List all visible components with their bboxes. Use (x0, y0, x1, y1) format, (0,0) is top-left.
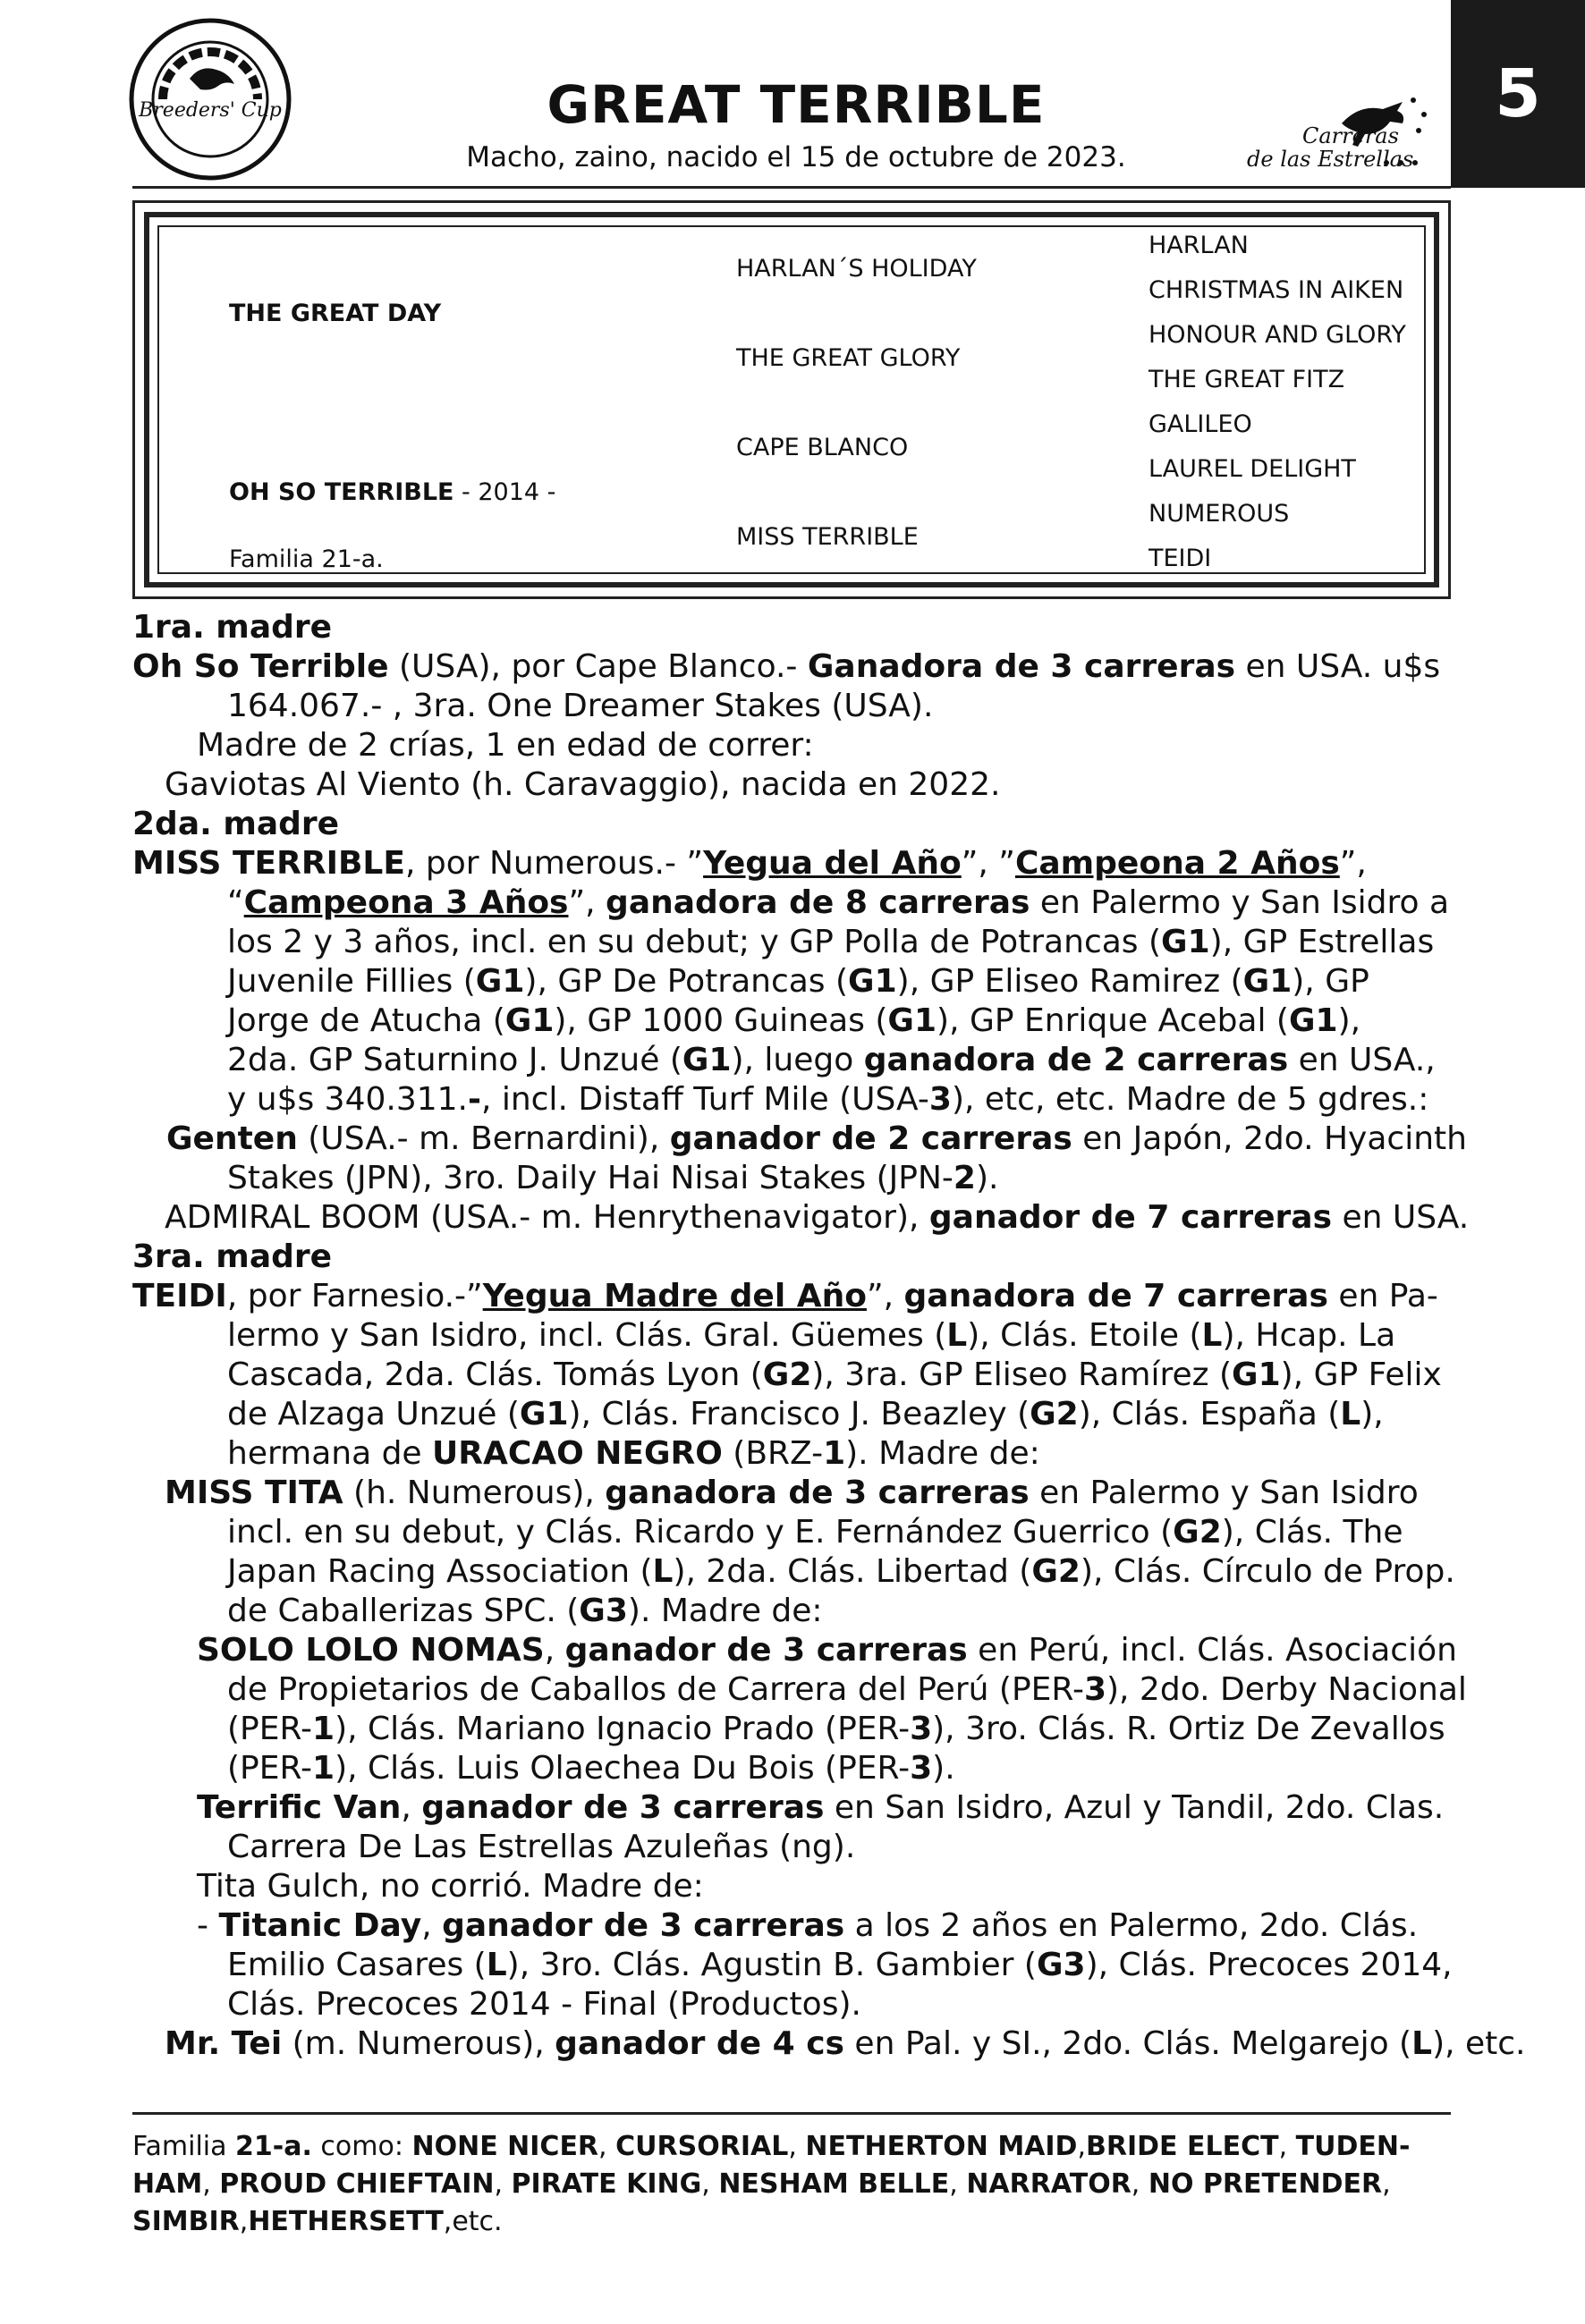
breeders-cup-nominated-logo (127, 16, 293, 182)
emphasis-run: L (652, 1553, 674, 1590)
emphasis-run: L (1201, 1317, 1223, 1354)
text-run: en Japón, 2do. Hyacinth (1072, 1120, 1467, 1157)
text-run: a los 2 años en Palermo, 2do. Clás. (844, 1907, 1419, 1944)
emphasis-run: 3 (910, 1711, 933, 1747)
emphasis-run: ganador de 7 carreras (928, 1199, 1332, 1236)
emphasis-run: Genten (166, 1120, 298, 1157)
emphasis-run: ganador de 3 carreras (442, 1907, 845, 1944)
text-run: lermo y San Isidro, incl. Clás. Gral. Güemes ( (227, 1317, 947, 1354)
horse-subtitle: Macho, zaino, nacido el 15 de octubre de 2023. (466, 141, 1126, 173)
text-run: , por Numerous.- ” (404, 845, 704, 882)
emphasis-run: 2 (953, 1160, 976, 1196)
emphasis-run: G2 (1031, 1553, 1081, 1590)
text-run: 164.067.- , 3ra. One Dreamer Stakes (USA). (227, 688, 934, 724)
text-run: de Alzaga Unzué ( (227, 1396, 520, 1432)
emphasis-run: G1 (475, 963, 525, 1000)
pedigree-gen2: HARLAN´S HOLIDAY (736, 255, 977, 283)
text-run: Juvenile Fillies ( (227, 963, 476, 1000)
text-run: (USA.- m. Bernardini), (297, 1120, 670, 1157)
text-line (132, 765, 1456, 805)
section-heading-second-dam: 2da. madre (132, 806, 340, 842)
emphasis-run: G1 (1161, 924, 1210, 960)
text-run: ), 3ro. Clás. R. Ortiz De Zevallos (932, 1711, 1445, 1747)
text-run: en San Isidro, Azul y Tandil, 2do. Clas. (824, 1789, 1445, 1826)
text-run: , por Farnesio.-” (226, 1278, 483, 1314)
text-run: Jorge de Atucha ( (227, 1002, 505, 1039)
text-run: en Pal. y SI., 2do. Clás. Melgarejo ( (843, 2025, 1412, 2062)
text-line (132, 1631, 1456, 1670)
pedigree-family: Familia 21-a. (229, 545, 384, 573)
text-line (132, 1552, 1456, 1592)
text-run: - (197, 1907, 219, 1944)
text-run: Cascada, 2da. Clás. Tomás Lyon ( (227, 1356, 763, 1393)
emphasis-run: ganador de 3 carreras (564, 1632, 968, 1669)
footer-rule (132, 2112, 1451, 2115)
text-run: ), etc, etc. Madre de 5 gdres.: (951, 1081, 1429, 1118)
svg-text:de las Estrellas: de las Estrellas (1247, 147, 1414, 172)
pedigree-gen2: MISS TERRIBLE (736, 523, 919, 551)
text-line (132, 1159, 1456, 1198)
text-line (132, 962, 1456, 1001)
text-line (132, 1670, 1467, 1710)
emphasis-run: 3 (910, 1750, 933, 1787)
text-run: (BRZ- (722, 1435, 824, 1472)
text-run: (h. Numerous), (343, 1475, 606, 1511)
text-line (132, 726, 1456, 765)
emphasis-run: TEIDI (132, 1278, 227, 1314)
text-run: ), GP 1000 Guineas ( (554, 1002, 888, 1039)
text-run: ), GP Eliseo Ramirez ( (896, 963, 1243, 1000)
text-run: ), Clás. Precoces 2014, (1085, 1947, 1453, 1983)
lot-number-badge: 5 (1451, 0, 1585, 188)
section-heading-first-dam: 1ra. madre (132, 609, 333, 646)
text-run: Japan Racing Association ( (227, 1553, 653, 1590)
emphasis-run: G1 (682, 1042, 732, 1078)
text-run: ), Clás. Etoile ( (967, 1317, 1202, 1354)
emphasis-run: G3 (1036, 1947, 1086, 1983)
emphasis-run: G1 (1242, 963, 1293, 1000)
text-line (132, 1120, 1467, 1159)
pedigree-gen3: CHRISTMAS IN AIKEN (1148, 276, 1404, 304)
emphasis-run: URACAO NEGRO (432, 1435, 723, 1472)
emphasis-run: 1 (312, 1750, 335, 1787)
text-run: ). Madre de: (845, 1435, 1040, 1472)
family-footer (132, 2128, 1456, 2241)
emphasis-run: L (486, 1947, 507, 1983)
text-run: ), GP (1292, 963, 1369, 1000)
emphasis-run: 3 (928, 1081, 952, 1118)
text-run: ), luego (731, 1042, 864, 1078)
text-run: ), etc. (1432, 2025, 1526, 2062)
emphasis-run: L (1340, 1396, 1361, 1432)
text-run: ), GP Estrellas (1209, 924, 1435, 960)
emphasis-run: Titanic Day (218, 1907, 422, 1944)
text-line (132, 1041, 1456, 1080)
emphasis-run: Campeona 3 Años (243, 884, 569, 921)
pedigree-gen3: GALILEO (1148, 410, 1252, 438)
text-run: ), Clás. Círculo de Prop. (1080, 1553, 1455, 1590)
pedigree-dam: OH SO TERRIBLE - 2014 - (229, 478, 556, 506)
text-run: de Propietarios de Caballos de Carrera del Perú (PER- (227, 1671, 1084, 1708)
text-run: (USA), por Cape Blanco.- (388, 648, 808, 685)
text-line (132, 1749, 1456, 1788)
emphasis-run: Oh So Terrible (132, 648, 389, 685)
text-run: ”, (866, 1278, 904, 1314)
text-run: en USA., (1288, 1042, 1436, 1078)
emphasis-run: ganadora de 3 carreras (605, 1475, 1030, 1511)
text-line (132, 1395, 1456, 1434)
text-run: incl. en su debut, y Clás. Ricardo y E. Fernández Guerrico ( (227, 1514, 1174, 1551)
pedigree-gen3: NUMEROUS (1148, 500, 1290, 528)
dam-line-text (132, 608, 1526, 2064)
text-run: 2da. GP Saturnino J. Unzué ( (227, 1042, 682, 1078)
text-line (132, 2024, 1526, 2064)
text-run: en Pa- (1327, 1278, 1438, 1314)
emphasis-run: MISS TITA (165, 1475, 343, 1511)
text-run: Tita Gulch, no corrió. Madre de: (197, 1868, 704, 1905)
pedigree-table (132, 200, 1451, 599)
emphasis-run: ganadora de 2 carreras (863, 1042, 1289, 1078)
text-run: ), 3ra. GP Eliseo Ramírez ( (811, 1356, 1233, 1393)
emphasis-run: G1 (504, 1002, 555, 1039)
emphasis-run: L (1411, 2025, 1433, 2062)
text-run: (PER- (227, 1750, 313, 1787)
pedigree-gen2: CAPE BLANCO (736, 434, 909, 461)
text-run: ”, (1339, 845, 1367, 882)
text-run: ADMIRAL BOOM (USA.- m. Henrythenavigator), (165, 1199, 929, 1236)
text-run: y u$s 340.311. (227, 1081, 468, 1118)
text-line (132, 923, 1456, 962)
text-run: (m. Numerous), (282, 2025, 555, 2062)
emphasis-run: ganador de 3 carreras (421, 1789, 825, 1826)
text-run: ), 3ro. Clás. Agustin B. Gambier ( (506, 1947, 1037, 1983)
text-run: ), GP Enrique Acebal ( (937, 1002, 1289, 1039)
text-run: en USA. (1332, 1199, 1470, 1236)
emphasis-run: Ganadora de 3 carreras (807, 648, 1236, 685)
text-run: ). (932, 1750, 955, 1787)
emphasis-run: G1 (887, 1002, 937, 1039)
svg-text:Breeders' Cup: Breeders' Cup (139, 99, 282, 122)
text-line (132, 1474, 1456, 1513)
text-run: , (544, 1632, 565, 1669)
text-line (132, 1001, 1456, 1041)
text-run: ), Clás. España ( (1078, 1396, 1341, 1432)
emphasis-run: G2 (1173, 1514, 1222, 1551)
emphasis-run: G2 (1030, 1396, 1079, 1432)
pedigree-gen3: HONOUR AND GLORY (1148, 321, 1406, 349)
text-run: de Caballerizas SPC. ( (227, 1593, 580, 1629)
text-line (132, 1356, 1456, 1395)
text-run: ), GP De Potrancas ( (524, 963, 849, 1000)
text-run: ), 2do. Derby Nacional (1106, 1671, 1467, 1708)
text-run: “ (227, 884, 244, 921)
emphasis-run: Yegua del Año (703, 845, 962, 882)
emphasis-run: MISS TERRIBLE (132, 845, 405, 882)
text-run: ), 2da. Clás. Libertad ( (673, 1553, 1032, 1590)
text-run: Stakes (JPN), 3ro. Daily Hai Nisai Stakes (JPN- (227, 1160, 954, 1196)
text-run: , (421, 1907, 443, 1944)
text-run: ), (1360, 1396, 1384, 1432)
text-run: hermana de (227, 1435, 433, 1472)
horse-name-title: GREAT TERRIBLE (547, 74, 1046, 135)
text-run: ), GP Felix (1280, 1356, 1442, 1393)
text-line (132, 1513, 1456, 1552)
text-line (132, 1592, 1456, 1631)
text-line (132, 1434, 1456, 1474)
text-line (132, 1198, 1470, 1238)
text-run: , (401, 1789, 422, 1826)
text-line (132, 1710, 1456, 1749)
emphasis-run: Campeona 2 Años (1014, 845, 1340, 882)
text-line (132, 844, 1456, 883)
emphasis-run: Terrific Van (197, 1789, 402, 1826)
text-line (132, 687, 1456, 726)
emphasis-run: G1 (519, 1396, 569, 1432)
pedigree-gen2: THE GREAT GLORY (736, 344, 961, 372)
text-line (132, 1277, 1456, 1316)
pedigree-gen3: THE GREAT FITZ (1148, 366, 1345, 393)
text-line (132, 1985, 1456, 2024)
text-run: en USA. u$s (1235, 648, 1441, 685)
pedigree-gen3: HARLAN (1148, 232, 1249, 259)
emphasis-run: - (467, 1081, 481, 1118)
emphasis-run: G3 (579, 1593, 628, 1629)
header-rule (132, 186, 1451, 189)
emphasis-run: 3 (1083, 1671, 1106, 1708)
text-run: ). Madre de: (627, 1593, 823, 1629)
text-run: ”, (568, 884, 606, 921)
emphasis-run: Yegua Madre del Año (482, 1278, 867, 1314)
text-run: ), Clás. The (1221, 1514, 1403, 1551)
text-run: en Palermo y San Isidro a (1030, 884, 1449, 921)
emphasis-run: G2 (762, 1356, 812, 1393)
text-line (132, 647, 1456, 687)
emphasis-run: L (946, 1317, 968, 1354)
text-line (132, 1828, 1456, 1867)
emphasis-run: ganador de 4 cs (555, 2025, 844, 2062)
emphasis-run: G1 (1232, 1356, 1281, 1393)
text-run: Carrera De Las Estrellas Azuleñas (ng). (227, 1829, 856, 1865)
text-run: ), Clás. Francisco J. Beazley ( (568, 1396, 1030, 1432)
text-run: ), Hcap. La (1222, 1317, 1396, 1354)
text-run: en Palermo y San Isidro (1029, 1475, 1419, 1511)
emphasis-run: ganadora de 7 carreras (903, 1278, 1328, 1314)
text-line (132, 883, 1456, 923)
pedigree-sire: THE GREAT DAY (229, 300, 442, 327)
carreras-de-las-estrellas-logo (1243, 88, 1440, 177)
emphasis-run: 1 (312, 1711, 335, 1747)
text-run: Madre de 2 crías, 1 en edad de correr: (197, 727, 814, 764)
emphasis-run: G1 (1288, 1002, 1338, 1039)
text-run: en Perú, incl. Clás. Asociación (967, 1632, 1457, 1669)
text-line (132, 1788, 1456, 1828)
text-run: ), Clás. Mariano Ignacio Prado (PER- (335, 1711, 911, 1747)
emphasis-run: ganador de 2 carreras (669, 1120, 1072, 1157)
text-line (132, 1867, 1456, 1906)
section-heading-third-dam: 3ra. madre (132, 1238, 333, 1275)
text-line (132, 1906, 1456, 1946)
pedigree-gen3: LAUREL DELIGHT (1148, 455, 1356, 483)
text-line (132, 1316, 1456, 1356)
text-run: Clás. Precoces 2014 - Final (Productos). (227, 1986, 861, 2023)
emphasis-run: ganadora de 8 carreras (606, 884, 1030, 921)
text-run: Gaviotas Al Viento (h. Caravaggio), nacida en 2022. (165, 766, 1001, 803)
svg-text:Carreras: Carreras (1302, 123, 1399, 148)
emphasis-run: SOLO LOLO NOMAS (197, 1632, 545, 1669)
footer-line: Familia 21-a. como: NONE NICER, CURSORIAL, NETHERTON MAID,BRIDE ELECT, TUDEN- (132, 2131, 1411, 2162)
text-run: , incl. Distaff Turf Mile (USA- (480, 1081, 929, 1118)
text-run: ), Clás. Luis Olaechea Du Bois (PER- (335, 1750, 911, 1787)
text-run: Emilio Casares ( (227, 1947, 487, 1983)
emphasis-run: 1 (823, 1435, 846, 1472)
footer-line: HAM, PROUD CHIEFTAIN, PIRATE KING, NESHAM BELLE, NARRATOR, NO PRETENDER, (132, 2168, 1391, 2200)
emphasis-run: Mr. Tei (165, 2025, 283, 2062)
text-run: (PER- (227, 1711, 313, 1747)
pedigree-gen3: TEIDI (1148, 545, 1212, 572)
footer-line: SIMBIR,HETHERSETT,etc. (132, 2206, 503, 2237)
text-run: ”, ” (961, 845, 1015, 882)
emphasis-run: G1 (848, 963, 897, 1000)
text-line (132, 1946, 1456, 1985)
text-run: ), (1337, 1002, 1361, 1039)
text-run: ). (975, 1160, 999, 1196)
text-line (132, 1080, 1456, 1120)
text-run: los 2 y 3 años, incl. en su debut; y GP Polla de Potrancas ( (227, 924, 1162, 960)
